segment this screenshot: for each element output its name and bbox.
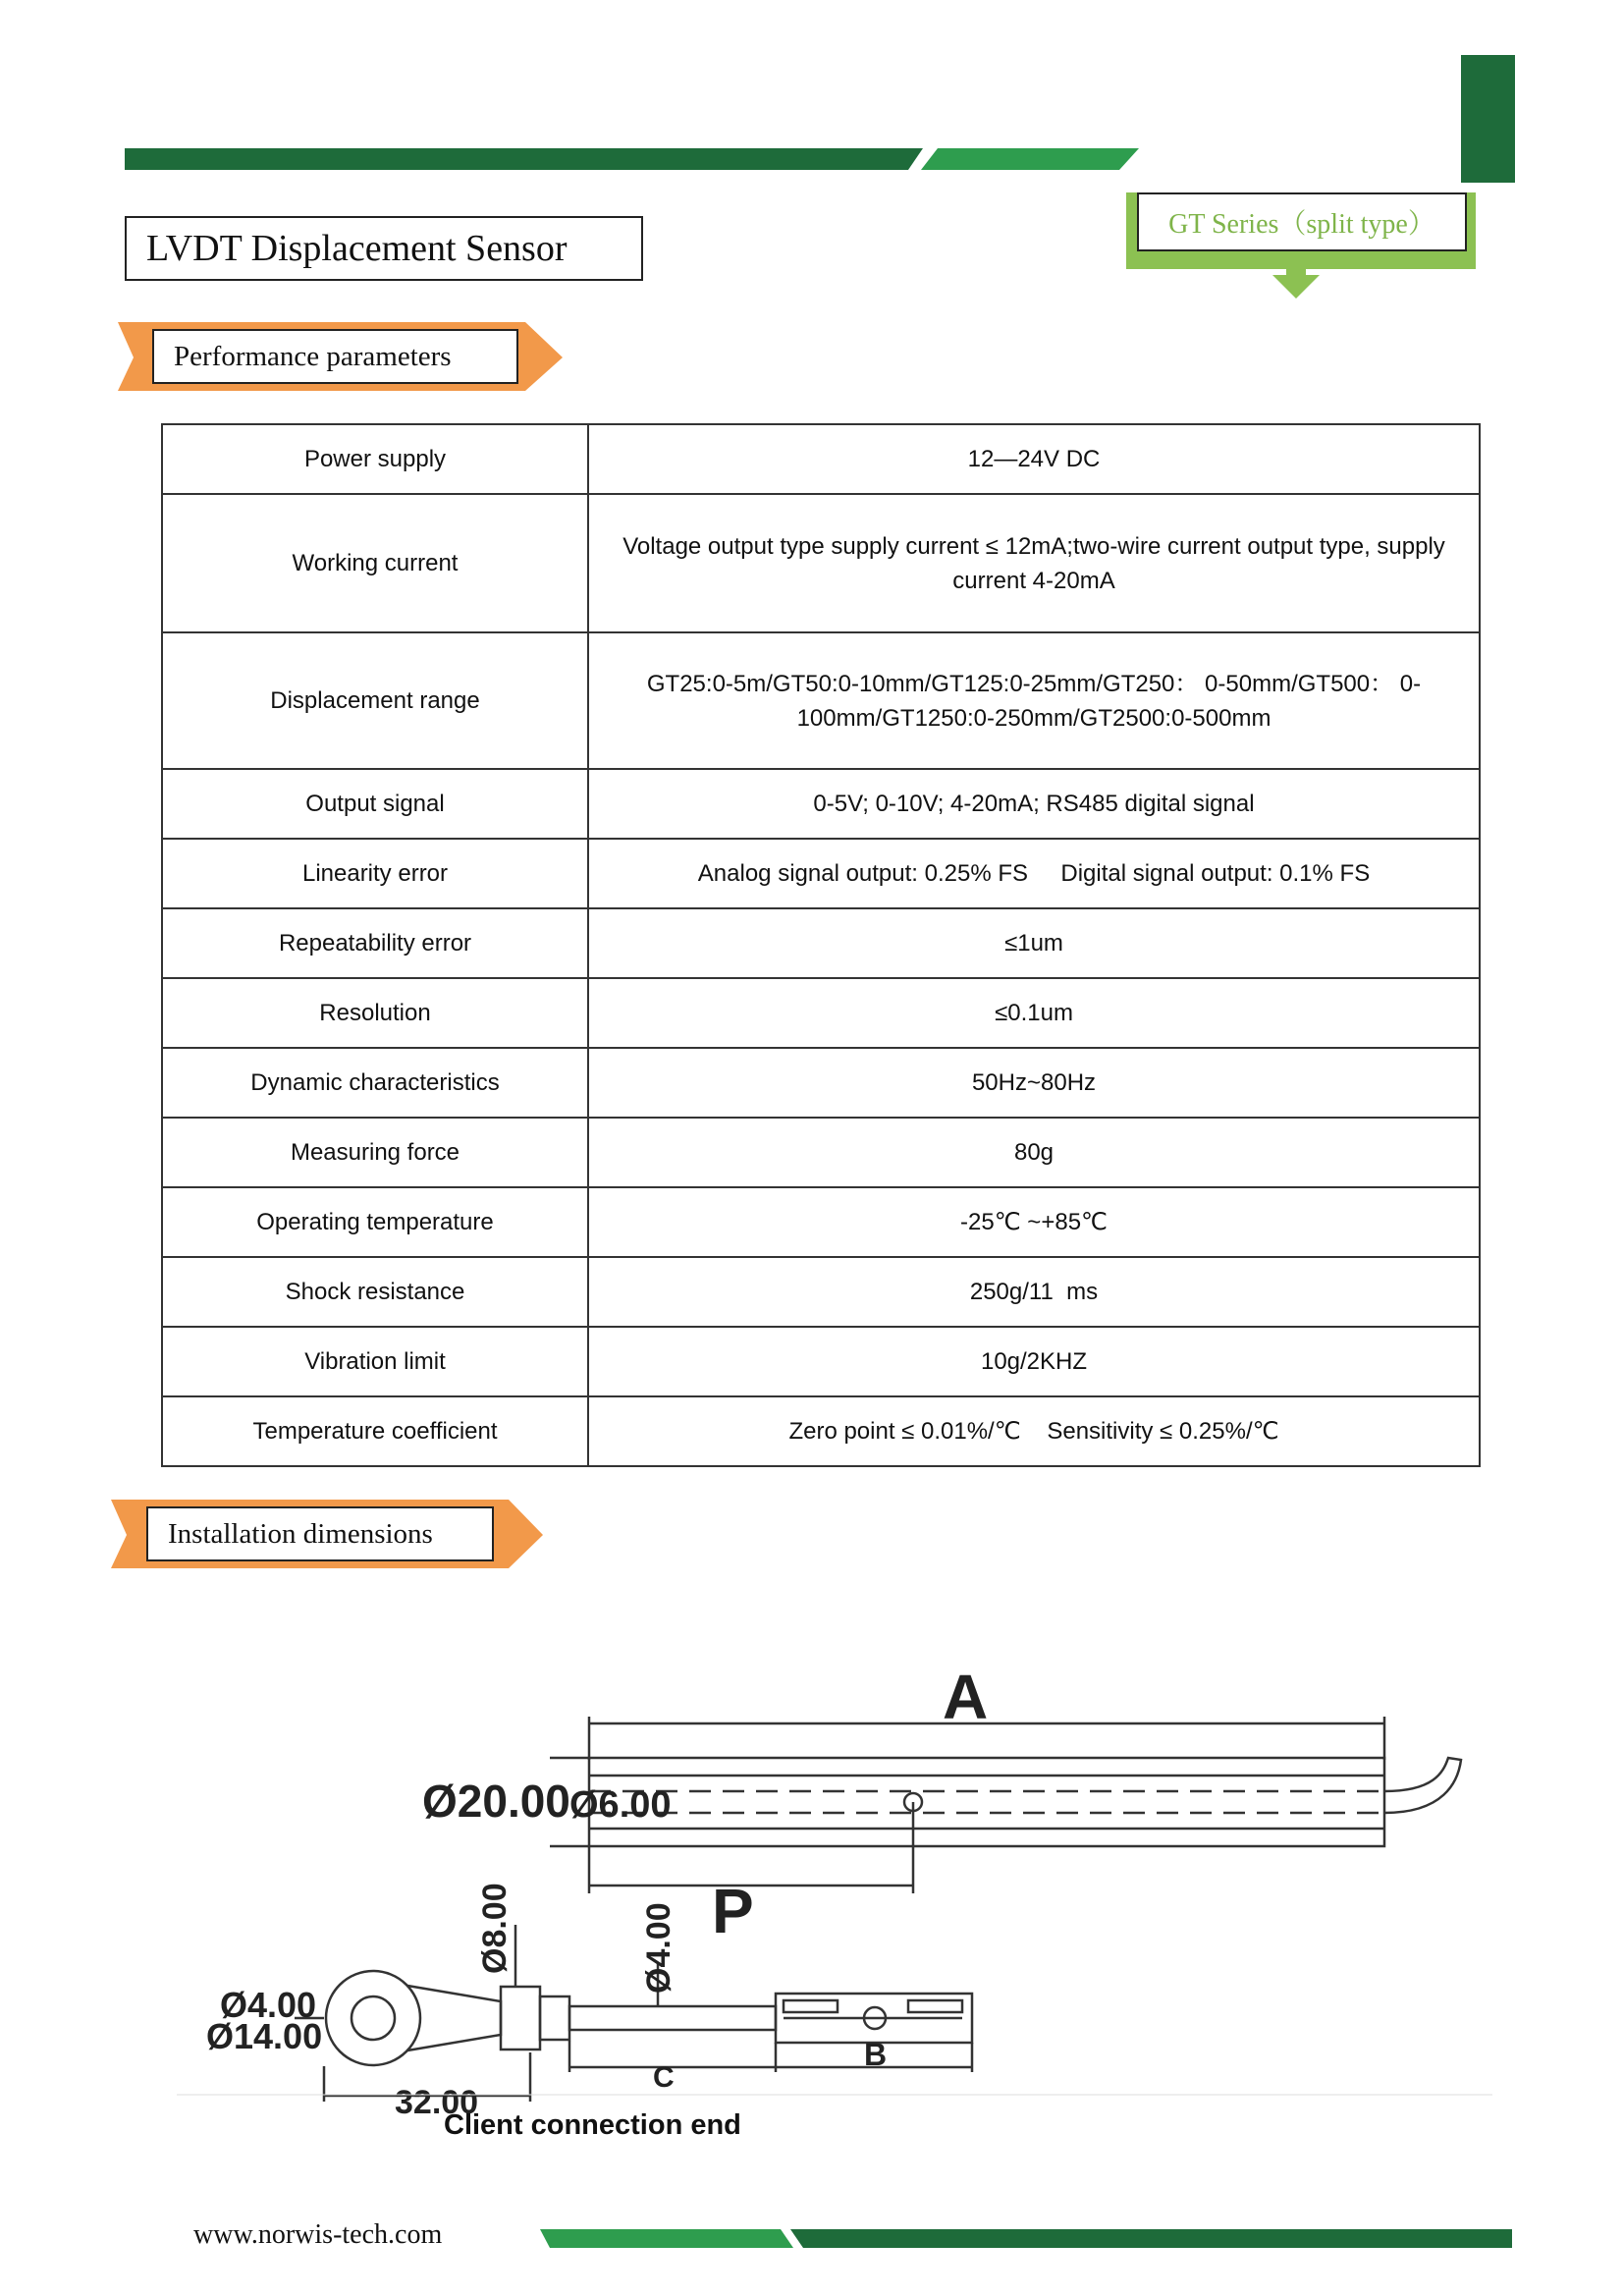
param-name: Power supply: [162, 424, 588, 494]
param-name: Measuring force: [162, 1118, 588, 1187]
table-row: [162, 908, 1480, 978]
table-row: [162, 1118, 1480, 1187]
header-green-bar-light: [921, 148, 1139, 170]
corner-green-block: [1461, 55, 1515, 183]
eye-outer: [326, 1971, 420, 2065]
series-label: GT Series（split type）: [1137, 192, 1467, 251]
param-name: Vibration limit: [162, 1327, 588, 1396]
param-value: 50Hz~80Hz: [588, 1048, 1480, 1118]
footer-url[interactable]: www.norwis-tech.com: [193, 2219, 443, 2250]
param-name: Working current: [162, 494, 588, 632]
table-row: [162, 1048, 1480, 1118]
param-name: Output signal: [162, 769, 588, 839]
dim-p-label: P: [712, 1876, 754, 1946]
dia-4-hole-label: Ø4.00: [220, 1985, 317, 2025]
param-value: Zero point ≤ 0.01%/℃ Sensitivity ≤ 0.25%/℃: [588, 1396, 1480, 1466]
footer-decoration: [540, 2224, 1522, 2254]
drawing-caption: Client connection end: [444, 2109, 741, 2141]
table-row: [162, 769, 1480, 839]
param-value: GT25:0-5m/GT50:0-10mm/GT125:0-25mm/GT250： 0-50mm/GT500： 0-100mm/GT1250:0-250mm/GT2500:0-500mm: [588, 632, 1480, 769]
param-name: Displacement range: [162, 632, 588, 769]
param-value: 0-5V; 0-10V; 4-20mA; RS485 digital signal: [588, 769, 1480, 839]
eye-inner: [352, 1996, 395, 2040]
param-name: Repeatability error: [162, 908, 588, 978]
table-row: [162, 839, 1480, 908]
header-green-bar-dark: [125, 148, 923, 170]
param-value: -25℃ ~+85℃: [588, 1187, 1480, 1257]
rod: [569, 2006, 776, 2030]
table-row: [162, 632, 1480, 769]
param-value: Voltage output type supply current ≤ 12mA;two-wire current output type, supply current 4-20mA: [588, 494, 1480, 632]
down-arrow-icon: [1272, 265, 1320, 299]
installation-drawing: [177, 1669, 1492, 2170]
param-name: Resolution: [162, 978, 588, 1048]
section-title-installation: Installation dimensions: [146, 1506, 494, 1561]
sensor-body: [589, 1758, 1384, 1846]
param-value: ≤0.1um: [588, 978, 1480, 1048]
header-decoration: [0, 0, 1623, 196]
dim-a-label: A: [943, 1669, 989, 1732]
dia-8-label: Ø8.00: [476, 1883, 514, 1974]
param-value: ≤1um: [588, 908, 1480, 978]
param-name: Linearity error: [162, 839, 588, 908]
table-row: [162, 494, 1480, 632]
param-name: Operating temperature: [162, 1187, 588, 1257]
table-row: [162, 978, 1480, 1048]
parameters-table: [161, 423, 1481, 1467]
param-value: 250g/11 ms: [588, 1257, 1480, 1327]
cable-exit: [1384, 1758, 1461, 1813]
table-row: [162, 1187, 1480, 1257]
table-row: [162, 424, 1480, 494]
dia-body-label: Ø20.00: [422, 1776, 570, 1827]
param-name: Temperature coefficient: [162, 1396, 588, 1466]
param-value: 80g: [588, 1118, 1480, 1187]
dim-b-label: B: [864, 2037, 888, 2072]
param-name: Shock resistance: [162, 1257, 588, 1327]
dim-c-label: C: [653, 2061, 675, 2094]
table-row: [162, 1396, 1480, 1466]
param-value: Analog signal output: 0.25% FS Digital signal output: 0.1% FS: [588, 839, 1480, 908]
table-row: [162, 1257, 1480, 1327]
dia-4-rod-label: Ø4.00: [640, 1902, 677, 1994]
param-value: 12—24V DC: [588, 424, 1480, 494]
param-name: Dynamic characteristics: [162, 1048, 588, 1118]
page-title: LVDT Displacement Sensor: [125, 216, 643, 281]
param-value: 10g/2KHZ: [588, 1327, 1480, 1396]
section-title-performance: Performance parameters: [152, 329, 518, 384]
dia-14-label: Ø14.00: [206, 2016, 323, 2056]
table-row: [162, 1327, 1480, 1396]
len-32-label: 32.00: [395, 2084, 479, 2121]
dia-core-label: Ø6.00: [569, 1784, 672, 1826]
